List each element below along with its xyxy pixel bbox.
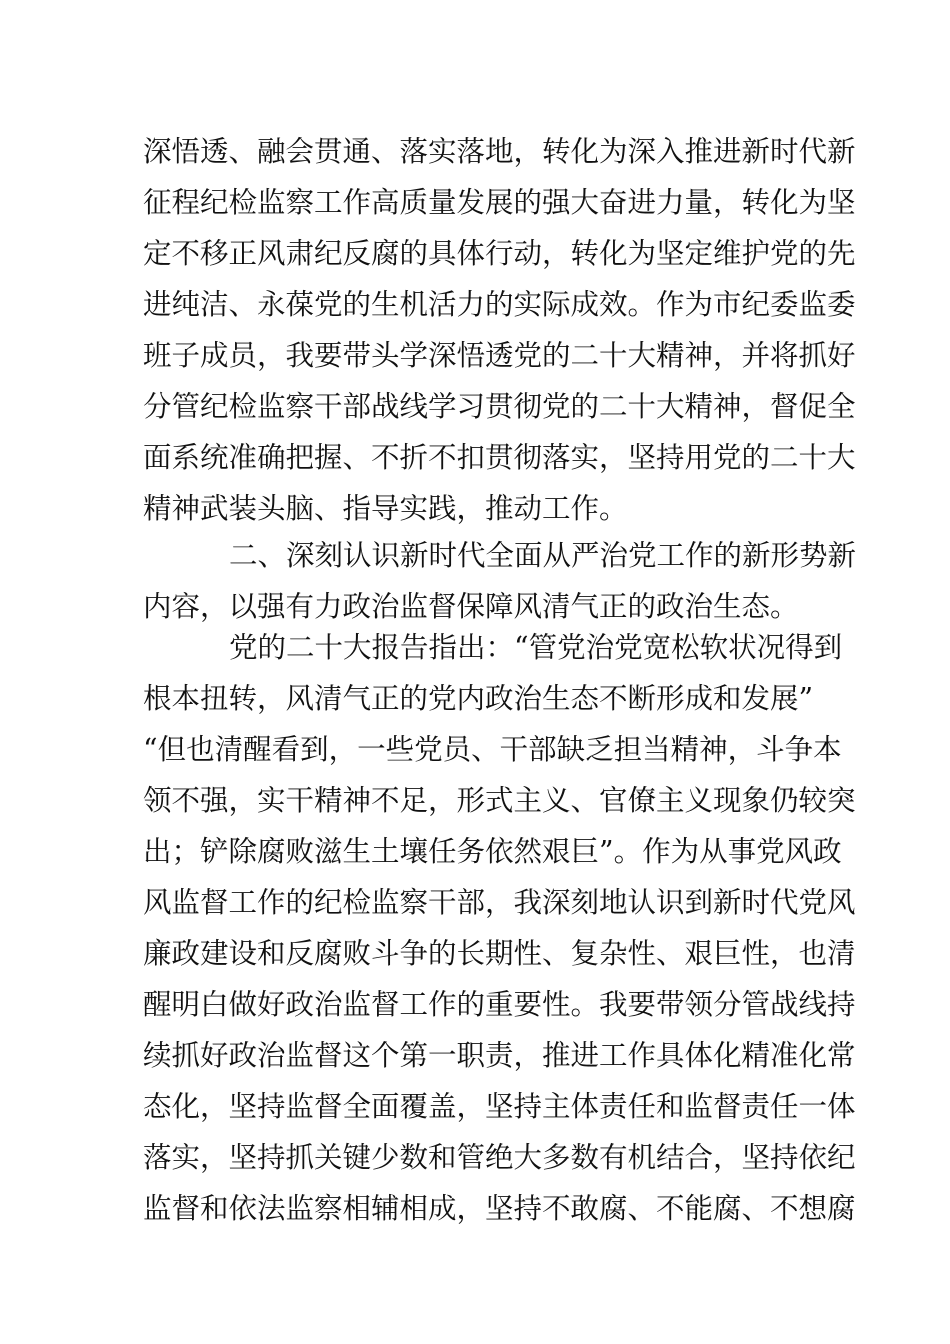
text-line: 分管纪检监察干部战线学习贯彻党的二十大精神，督促全 — [143, 390, 856, 423]
heading-line: 内容，以强有力政治监督保障风清气正的政治生态。 — [143, 590, 799, 623]
text-line: 班子成员，我要带头学深悟透党的二十大精神，并将抓好 — [143, 339, 856, 372]
text-line: 态化，坚持监督全面覆盖，坚持主体责任和监督责任一体 — [143, 1090, 856, 1123]
text-line: 根本扭转，风清气正的党内政治生态不断形成和发展” — [143, 682, 814, 715]
section-heading — [143, 530, 857, 632]
text-line: 落实，坚持抓关键少数和管绝大多数有机结合，坚持依纪 — [143, 1141, 856, 1174]
text-line: 出；铲除腐败滋生土壤任务依然艰巨”。作为从事党风政 — [143, 835, 842, 868]
text-line: “但也清醒看到，一些党员、干部缺乏担当精神，斗争本 — [143, 733, 842, 766]
text-line: 风监督工作的纪检监察干部，我深刻地认识到新时代党风 — [143, 886, 856, 919]
text-line: 党的二十大报告指出：“管党治党宽松软状况得到 — [229, 631, 843, 664]
text-line: 廉政建设和反腐败斗争的长期性、复杂性、艰巨性，也清 — [143, 937, 856, 970]
text-line: 监督和依法监察相辅相成，坚持不敢腐、不能腐、不想腐 — [143, 1192, 856, 1225]
text-line: 征程纪检监察工作高质量发展的强大奋进力量，转化为坚 — [143, 186, 856, 219]
text-line: 续抓好政治监督这个第一职责，推进工作具体化精准化常 — [143, 1039, 856, 1072]
text-line: 面系统准确把握、不折不扣贯彻落实，坚持用党的二十大 — [143, 441, 856, 474]
text-line: 深悟透、融会贯通、落实落地，转化为深入推进新时代新 — [143, 135, 856, 168]
text-line: 醒明白做好政治监督工作的重要性。我要带领分管战线持 — [143, 988, 856, 1021]
paragraph-body — [143, 622, 856, 1234]
text-line: 精神武装头脑、指导实践，推动工作。 — [143, 492, 628, 525]
heading-line: 二、深刻认识新时代全面从严治党工作的新形势新 — [229, 539, 857, 572]
text-line: 领不强，实干精神不足，形式主义、官僚主义现象仍较突 — [143, 784, 856, 817]
text-line: 定不移正风肃纪反腐的具体行动，转化为坚定维护党的先 — [143, 237, 856, 270]
text-line: 进纯洁、永葆党的生机活力的实际成效。作为市纪委监委 — [143, 288, 856, 321]
paragraph-continuation — [143, 126, 856, 534]
